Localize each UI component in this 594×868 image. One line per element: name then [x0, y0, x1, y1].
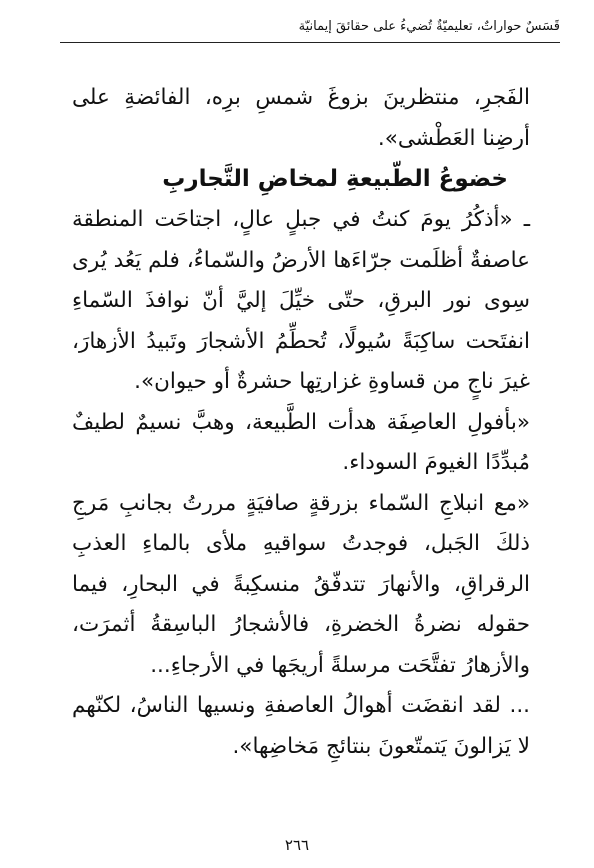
section-heading: خضوعُ الطّبيعةِ لمخاضِ التَّجاربِ [162, 166, 508, 192]
body-text [72, 78, 530, 767]
header-rule [60, 42, 560, 43]
paragraph-1: الفَجرِ، منتظرينَ بزوغَ شمسِ برِه، الفائضةِ على أرضِنا العَطْشى». [72, 85, 530, 151]
paragraph-2: ـ «أذكُرُ يومَ كنتُ في جبلٍ عالٍ، اجتاحَت المنطقة عاصفةٌ أظلَمت جرّاءَها الأرضُ والسّماءُ، فلم يَعُد يُرى سِوى نور البرقِ، حتّى خيِّلَ إليَّ أنّ نوافذَ السّماءِ انفتَحت ساكِبَةً سُيولًا، تُحطِّمُ الأشجارَ وتَبيدُ الأزهارَ، غيرَ ناجٍ من قساوةِ غزارتِها حشرةٌ أو حيوان». [72, 207, 530, 394]
paragraph-4: «مع انبلاجِ السّماء بزرقةٍ صافيَةٍ مررتُ بجانبِ مَرجِ ذلكَ الجَبل، فوجدتُ سواقيهِ ملأى بالماءِ العذبِ الرقراقِ، والأنهارَ تتدفّقُ منسكِبةً في البحارِ، فيما حقوله نضرةُ الخضرةِ، فالأشجارُ الباسِقةُ أثمرَت، والأزهارُ تفتَّحَت مرسلةً أريجَها في الأرجاءِ... [72, 490, 530, 678]
running-header: قَسَسٌ حواراتٌ، تعليميّةٌ تُضيءُ على حقائقَ إيمانيّة [298, 19, 560, 34]
paragraph-3: «بأفولِ العاصِفَة هدأت الطَّبيعة، وهبَّ نسيمٌ لطيفٌ مُبدِّدًا الغيومَ السوداء. [72, 409, 530, 475]
page-number: ٢٦٦ [284, 836, 310, 854]
paragraph-5: ... لقد انقضَت أهوالُ العاصفةِ ونسيها الناسُ، لكنّهم لا يَزالونَ يَتمتّعونَ بنتائجِ مَخاضِها». [72, 693, 530, 759]
